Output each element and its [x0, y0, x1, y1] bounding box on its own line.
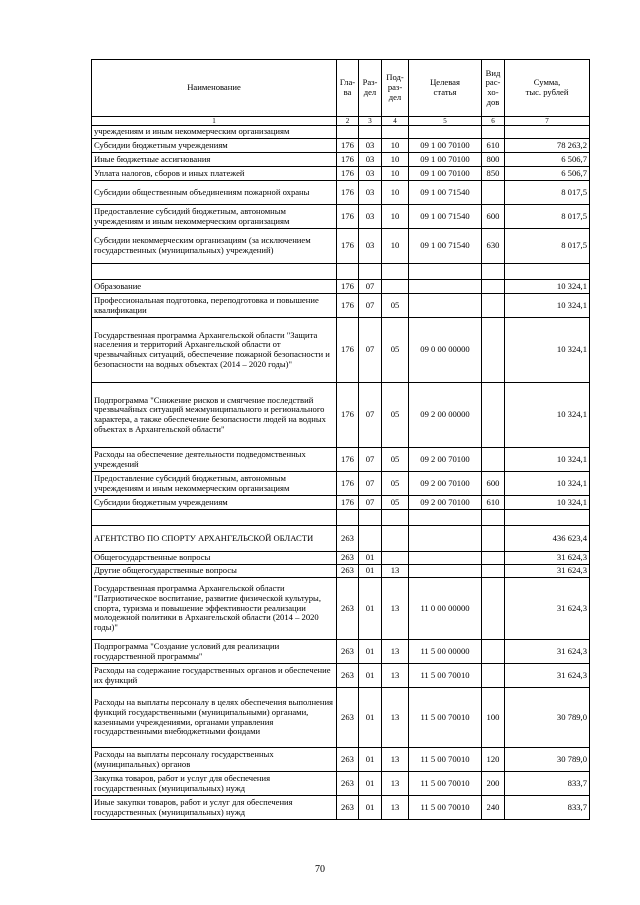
row-amount [505, 126, 590, 139]
row-chapter: 176 [337, 280, 359, 294]
row-section: 07 [359, 496, 382, 510]
column-number: 5 [409, 117, 482, 126]
row-subsection [382, 264, 409, 280]
table-row [92, 552, 590, 565]
row-name: Государственная программа Архангельской области "Защита населения и территорий Архангельской области от чрезвычайных ситуаций, обеспечение пожарной безопасности и безопасности на водных объектах (2014 – 2020 годы)" [92, 318, 337, 383]
row-subsection: 05 [382, 448, 409, 472]
row-section: 01 [359, 664, 382, 688]
row-name: Субсидии некоммерческим организациям (за исключением государственных (муниципальных) учреждений) [92, 229, 337, 264]
table-row [92, 383, 590, 448]
row-chapter: 176 [337, 181, 359, 205]
row-chapter: 176 [337, 383, 359, 448]
row-amount: 8 017,5 [505, 181, 590, 205]
row-name: Образование [92, 280, 337, 294]
row-amount: 78 263,2 [505, 139, 590, 153]
row-chapter: 263 [337, 796, 359, 820]
header-chapter: Гла- ва [337, 60, 359, 117]
header-expense-type: Вид рас- хо- дов [482, 60, 505, 117]
row-section [359, 510, 382, 526]
row-amount: 833,7 [505, 772, 590, 796]
table-row [92, 318, 590, 383]
row-amount: 10 324,1 [505, 280, 590, 294]
row-target: 09 1 00 71540 [409, 229, 482, 264]
table-row [92, 496, 590, 510]
row-name [92, 510, 337, 526]
table-row [92, 688, 590, 748]
row-section: 07 [359, 383, 382, 448]
row-expense-type: 850 [482, 167, 505, 181]
row-amount: 436 623,4 [505, 526, 590, 552]
row-section: 03 [359, 153, 382, 167]
row-expense-type [482, 318, 505, 383]
row-amount: 30 789,0 [505, 748, 590, 772]
row-name: Расходы на выплаты персоналу в целях обеспечения выполнения функций государственными (муниципальными) органами, казенными учреждениями, органами управления государственными внебюджетными фондами [92, 688, 337, 748]
row-subsection: 10 [382, 229, 409, 264]
row-subsection: 10 [382, 153, 409, 167]
row-name: Закупка товаров, работ и услуг для обеспечения государственных (муниципальных) нужд [92, 772, 337, 796]
row-target: 09 2 00 70100 [409, 472, 482, 496]
table-row [92, 526, 590, 552]
table-spacer-row [92, 510, 590, 526]
row-name: Другие общегосударственные вопросы [92, 565, 337, 578]
row-target [409, 552, 482, 565]
row-expense-type: 120 [482, 748, 505, 772]
page-number: 70 [315, 864, 325, 875]
table-row [92, 664, 590, 688]
row-name: Подпрограмма "Создание условий для реализации государственной программы" [92, 640, 337, 664]
row-chapter [337, 510, 359, 526]
row-target: 09 2 00 70100 [409, 448, 482, 472]
row-expense-type: 100 [482, 688, 505, 748]
row-expense-type [482, 126, 505, 139]
row-target: 11 5 00 70010 [409, 748, 482, 772]
column-number-row [92, 117, 590, 126]
row-expense-type [482, 280, 505, 294]
row-expense-type: 630 [482, 229, 505, 264]
row-subsection: 13 [382, 688, 409, 748]
row-name: Профессиональная подготовка, переподготовка и повышение квалификации [92, 294, 337, 318]
row-expense-type: 610 [482, 139, 505, 153]
row-section: 07 [359, 472, 382, 496]
row-target: 09 1 00 71540 [409, 205, 482, 229]
column-number: 4 [382, 117, 409, 126]
row-expense-type [482, 552, 505, 565]
row-name: АГЕНТСТВО ПО СПОРТУ АРХАНГЕЛЬСКОЙ ОБЛАСТИ [92, 526, 337, 552]
row-chapter: 176 [337, 294, 359, 318]
row-target: 09 1 00 71540 [409, 181, 482, 205]
row-amount: 31 624,3 [505, 664, 590, 688]
row-name: Иные бюджетные ассигнования [92, 153, 337, 167]
row-section: 03 [359, 205, 382, 229]
row-chapter: 176 [337, 229, 359, 264]
row-section: 03 [359, 229, 382, 264]
row-target: 11 5 00 70010 [409, 796, 482, 820]
row-section [359, 264, 382, 280]
row-subsection: 13 [382, 796, 409, 820]
row-section: 01 [359, 640, 382, 664]
row-chapter: 176 [337, 448, 359, 472]
row-chapter: 263 [337, 772, 359, 796]
row-section: 07 [359, 280, 382, 294]
row-name: Расходы на обеспечение деятельности подведомственных учреждений [92, 448, 337, 472]
column-number: 3 [359, 117, 382, 126]
row-amount: 10 324,1 [505, 472, 590, 496]
row-target: 09 2 00 00000 [409, 383, 482, 448]
row-chapter [337, 264, 359, 280]
row-subsection [382, 280, 409, 294]
row-subsection: 05 [382, 472, 409, 496]
row-expense-type [482, 510, 505, 526]
row-name: Предоставление субсидий бюджетным, автономным учреждениям и иным некоммерческим организациям [92, 472, 337, 496]
row-subsection: 13 [382, 640, 409, 664]
row-chapter: 263 [337, 640, 359, 664]
row-expense-type: 600 [482, 205, 505, 229]
table-row [92, 139, 590, 153]
row-target [409, 280, 482, 294]
table-row [92, 640, 590, 664]
table-row [92, 229, 590, 264]
row-amount: 30 789,0 [505, 688, 590, 748]
row-name: Субсидии бюджетным учреждениям [92, 139, 337, 153]
row-amount: 6 506,7 [505, 167, 590, 181]
column-number: 1 [92, 117, 337, 126]
row-expense-type: 610 [482, 496, 505, 510]
row-target: 09 1 00 70100 [409, 139, 482, 153]
row-name: Иные закупки товаров, работ и услуг для обеспечения государственных (муниципальных) нужд [92, 796, 337, 820]
row-chapter: 176 [337, 205, 359, 229]
row-subsection: 05 [382, 294, 409, 318]
row-name: учреждениям и иным некоммерческим организациям [92, 126, 337, 139]
row-expense-type [482, 264, 505, 280]
row-chapter: 263 [337, 664, 359, 688]
row-amount: 31 624,3 [505, 565, 590, 578]
table-row [92, 153, 590, 167]
row-chapter: 263 [337, 565, 359, 578]
table-row [92, 280, 590, 294]
row-subsection: 05 [382, 318, 409, 383]
row-subsection: 10 [382, 139, 409, 153]
row-expense-type [482, 640, 505, 664]
table-header [92, 60, 590, 126]
row-section: 01 [359, 552, 382, 565]
row-section: 03 [359, 181, 382, 205]
row-chapter: 176 [337, 167, 359, 181]
table-spacer-row [92, 264, 590, 280]
table-row [92, 126, 590, 139]
header-row [92, 60, 590, 117]
row-amount: 10 324,1 [505, 448, 590, 472]
row-subsection: 13 [382, 772, 409, 796]
row-name: Уплата налогов, сборов и иных платежей [92, 167, 337, 181]
table-row [92, 181, 590, 205]
row-section: 01 [359, 578, 382, 640]
budget-table [91, 59, 590, 820]
header-name: Наименование [92, 60, 337, 117]
row-chapter: 263 [337, 552, 359, 565]
row-section [359, 126, 382, 139]
row-chapter: 263 [337, 526, 359, 552]
table-row [92, 448, 590, 472]
row-chapter: 263 [337, 748, 359, 772]
row-target: 09 0 00 00000 [409, 318, 482, 383]
row-target: 11 5 00 70010 [409, 688, 482, 748]
row-target [409, 526, 482, 552]
row-expense-type: 800 [482, 153, 505, 167]
row-name: Предоставление субсидий бюджетным, автономным учреждениям и иным некоммерческим организациям [92, 205, 337, 229]
column-number: 7 [505, 117, 590, 126]
row-chapter: 176 [337, 472, 359, 496]
row-target [409, 264, 482, 280]
row-chapter [337, 126, 359, 139]
table-row [92, 294, 590, 318]
column-number: 6 [482, 117, 505, 126]
row-name: Субсидии бюджетным учреждениям [92, 496, 337, 510]
row-section [359, 526, 382, 552]
row-target: 11 0 00 00000 [409, 578, 482, 640]
row-target: 09 1 00 70100 [409, 153, 482, 167]
row-name: Общегосударственные вопросы [92, 552, 337, 565]
row-expense-type [482, 181, 505, 205]
row-amount: 10 324,1 [505, 318, 590, 383]
row-chapter: 263 [337, 578, 359, 640]
row-amount: 8 017,5 [505, 229, 590, 264]
table-body [92, 126, 590, 820]
table-row [92, 796, 590, 820]
row-subsection: 13 [382, 565, 409, 578]
row-expense-type [482, 578, 505, 640]
row-target [409, 510, 482, 526]
row-expense-type [482, 565, 505, 578]
header-amount: Сумма, тыс. рублей [505, 60, 590, 117]
row-name: Расходы на содержание государственных органов и обеспечение их функций [92, 664, 337, 688]
row-subsection: 10 [382, 167, 409, 181]
row-amount: 31 624,3 [505, 640, 590, 664]
header-section: Раз- дел [359, 60, 382, 117]
table-row [92, 578, 590, 640]
row-subsection: 13 [382, 664, 409, 688]
row-section: 03 [359, 139, 382, 153]
row-amount: 10 324,1 [505, 294, 590, 318]
row-expense-type [482, 526, 505, 552]
row-expense-type [482, 664, 505, 688]
row-chapter: 176 [337, 139, 359, 153]
row-target [409, 126, 482, 139]
row-target: 11 5 00 00000 [409, 640, 482, 664]
row-target: 11 5 00 70010 [409, 772, 482, 796]
row-target: 11 5 00 70010 [409, 664, 482, 688]
table-row [92, 772, 590, 796]
row-subsection [382, 552, 409, 565]
row-subsection: 13 [382, 748, 409, 772]
row-subsection: 13 [382, 578, 409, 640]
row-expense-type: 200 [482, 772, 505, 796]
row-name: Субсидии общественным объединениям пожарной охраны [92, 181, 337, 205]
row-chapter: 176 [337, 153, 359, 167]
column-number: 2 [337, 117, 359, 126]
row-chapter: 176 [337, 496, 359, 510]
row-target: 09 1 00 70100 [409, 167, 482, 181]
row-expense-type [482, 383, 505, 448]
row-section: 01 [359, 796, 382, 820]
row-name: Подпрограмма "Снижение рисков и смягчение последствий чрезвычайных ситуаций межмуниципального и регионального характера, а также обеспечение безопасности людей на водных объектах в Архангельской области" [92, 383, 337, 448]
header-target: Целевая статья [409, 60, 482, 117]
row-expense-type: 240 [482, 796, 505, 820]
row-amount: 10 324,1 [505, 383, 590, 448]
row-section: 01 [359, 772, 382, 796]
row-amount: 31 624,3 [505, 552, 590, 565]
table-row [92, 748, 590, 772]
row-subsection [382, 126, 409, 139]
row-target [409, 565, 482, 578]
row-amount [505, 264, 590, 280]
row-amount: 8 017,5 [505, 205, 590, 229]
row-amount [505, 510, 590, 526]
row-amount: 833,7 [505, 796, 590, 820]
row-amount: 6 506,7 [505, 153, 590, 167]
table-row [92, 167, 590, 181]
row-amount: 10 324,1 [505, 496, 590, 510]
row-section: 07 [359, 318, 382, 383]
row-target: 09 2 00 70100 [409, 496, 482, 510]
row-subsection: 05 [382, 383, 409, 448]
row-amount: 31 624,3 [505, 578, 590, 640]
row-section: 03 [359, 167, 382, 181]
row-name: Государственная программа Архангельской области "Патриотическое воспитание, развитие физической культуры, спорта, туризма и повышение эффективности реализации молодежной политики в Архангельской области (2014 – 2020 годы)" [92, 578, 337, 640]
row-subsection [382, 526, 409, 552]
header-subsection: Под- раз- дел [382, 60, 409, 117]
row-chapter: 176 [337, 318, 359, 383]
row-section: 07 [359, 294, 382, 318]
row-expense-type [482, 448, 505, 472]
row-expense-type: 600 [482, 472, 505, 496]
row-chapter: 263 [337, 688, 359, 748]
table-row [92, 565, 590, 578]
row-subsection: 10 [382, 181, 409, 205]
row-subsection [382, 510, 409, 526]
row-expense-type [482, 294, 505, 318]
row-name: Расходы на выплаты персоналу государственных (муниципальных) органов [92, 748, 337, 772]
row-section: 01 [359, 748, 382, 772]
row-name [92, 264, 337, 280]
row-subsection: 05 [382, 496, 409, 510]
row-section: 01 [359, 688, 382, 748]
row-section: 01 [359, 565, 382, 578]
row-section: 07 [359, 448, 382, 472]
row-subsection: 10 [382, 205, 409, 229]
table-row [92, 472, 590, 496]
table-row [92, 205, 590, 229]
row-target [409, 294, 482, 318]
